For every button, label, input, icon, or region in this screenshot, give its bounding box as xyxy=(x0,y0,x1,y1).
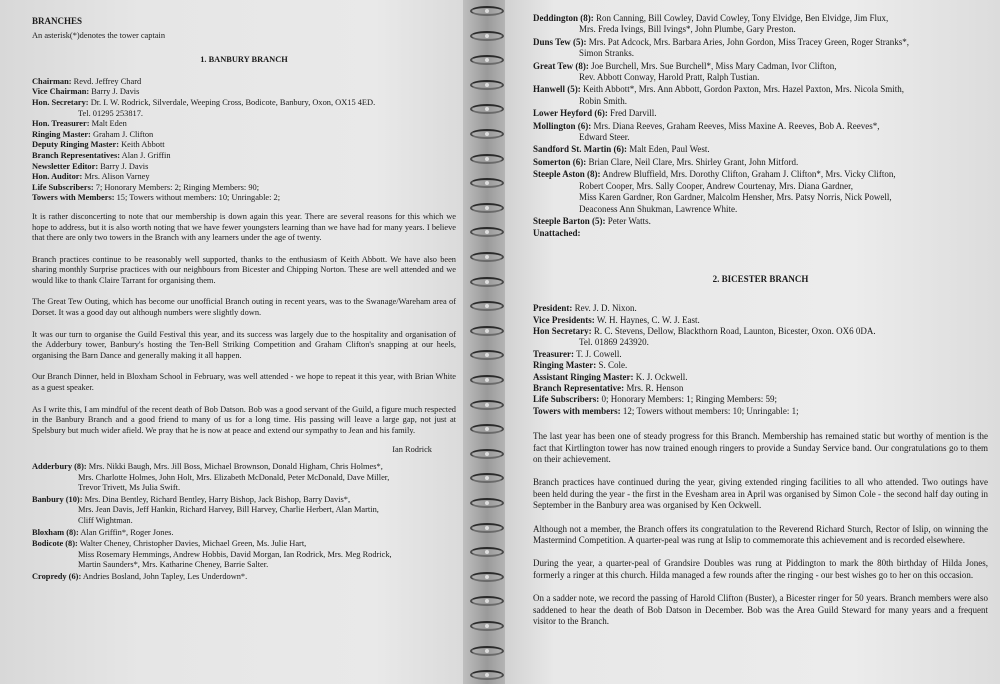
tower-entry xyxy=(533,61,988,84)
tower-name: Lower Heyford (6): xyxy=(533,108,608,119)
binding-ring xyxy=(470,400,504,410)
tower-name: Banbury (10): xyxy=(32,494,83,504)
tower-members-continued: Mrs. Freda Ivings, Bill Ivings*, John Plumbe, Gary Preston. xyxy=(579,24,796,35)
tower-entry xyxy=(32,528,456,539)
binding-ring xyxy=(470,523,504,533)
tower-entry xyxy=(533,84,988,107)
officer-value: T. J. Cowell. xyxy=(574,348,622,359)
report-paragraph: Although not a member, the Branch offers its congratulation to the Reverend Richard Sturch, Rector of Islip, on winning the Mastermind Competition. A quarter-peal was rung at Islip to commemorate this achievement and is recorded elsewhere. xyxy=(533,523,988,546)
tower-members: Andrew Bluffield, Mrs. Dorothy Clifton, Graham J. Clifton*, Mrs. Vicky Clifton, xyxy=(600,169,896,180)
tower-members: Mrs. Nikki Baugh, Mrs. Jill Boss, Michael Brownson, Donald Higham, Chris Holmes*, xyxy=(86,462,383,471)
tower-entry xyxy=(533,121,988,144)
binding-ring xyxy=(470,547,504,557)
officer-label: Branch Representatives: xyxy=(32,150,121,160)
binding-ring xyxy=(470,203,504,213)
tower-members: Alan Griffin*, Roger Jones. xyxy=(78,527,174,537)
tower-members: Walter Cheney, Christopher Davies, Michael Green, Ms. Julie Hart, xyxy=(77,539,307,549)
binding-ring xyxy=(470,375,504,385)
tower-members: Malt Eden, Paul West. xyxy=(627,144,710,155)
officer-value: Barry J. Davis xyxy=(98,161,149,171)
banbury-tower-list-continued xyxy=(533,13,988,240)
binding-ring xyxy=(470,6,504,16)
tower-name: Bloxham (8): xyxy=(32,527,79,537)
tower-members: Peter Watts. xyxy=(605,215,651,226)
report-paragraph: During the year, a quarter-peal of Grandsire Doubles was rung at Piddington to mark the 80th birthday of Hilda Jones, formerly a ringer at this church. Hilda managed a few rounds after the ringing - our best wishes go to her on this occasion. xyxy=(533,558,988,580)
officer-label: Ringing Master: xyxy=(533,360,597,371)
tower-entry xyxy=(32,539,456,571)
binding-ring xyxy=(470,129,504,139)
officer-label: Deputy Ringing Master: xyxy=(32,140,120,150)
officer-row xyxy=(533,360,988,371)
officer-row xyxy=(533,383,988,394)
officer-label: President: xyxy=(533,303,573,314)
tower-entry xyxy=(533,108,988,119)
officer-value: Dr. I. W. Rodrick, Silverdale, Weeping Cross, Bodicote, Banbury, Oxon, OX15 4ED. xyxy=(88,97,376,107)
asterisk-note: An asterisk(*)denotes the tower captain xyxy=(32,30,166,40)
officer-label: Hon Secretary: xyxy=(533,325,592,336)
officer-label: Hon. Treasurer: xyxy=(32,119,90,129)
tower-members: Ron Canning, Bill Cowley, David Cowley, Tony Elvidge, Ben Elvidge, Jim Flux, xyxy=(593,13,889,23)
officer-row xyxy=(32,77,456,88)
tower-name: Cropredy (6): xyxy=(32,571,82,581)
tower-members: Keith Abbott*, Mrs. Ann Abbott, Gordon Paxton, Mrs. Hazel Paxton, Mrs. Nicola Smith, xyxy=(580,84,904,95)
binding-ring xyxy=(470,596,504,606)
bicester-report xyxy=(533,431,988,627)
spiral-binding xyxy=(463,0,511,684)
banbury-branch-title: 1. BANBURY BRANCH xyxy=(200,55,288,65)
binding-ring xyxy=(470,670,504,680)
officer-row xyxy=(32,193,456,204)
officer-value: Mrs. Alison Varney xyxy=(82,172,150,182)
officer-row xyxy=(32,87,456,98)
tower-members-continued: Simon Stranks. xyxy=(579,48,635,59)
officer-value: 7; Honorary Members: 2; Ringing Members: 90; xyxy=(93,182,260,192)
binding-ring xyxy=(470,301,504,311)
officer-value: Alan J. Griffin xyxy=(120,150,171,160)
tower-entry xyxy=(533,157,988,168)
tower-name: Steeple Barton (5): xyxy=(533,215,606,226)
tower-members-continued: Cliff Wightman. xyxy=(78,515,133,525)
tower-members-continued: Robin Smith. xyxy=(579,95,628,106)
officer-row xyxy=(533,394,988,405)
officer-continuation: Tel. 01295 253817. xyxy=(78,108,144,118)
tower-name: Sandford St. Martin (6): xyxy=(533,144,627,155)
binding-ring xyxy=(470,350,504,360)
officer-value: Revd. Jeffrey Chard xyxy=(71,76,142,86)
officer-label: Life Subscribers: xyxy=(533,394,600,405)
officer-label: Towers with Members: xyxy=(32,193,115,203)
report-paragraph: The last year has been one of steady progress for this Branch. Membership has remained static but worthy of mention is the fact that Kirtlington tower has now trained enough ringers to provide a Sunday Service band. Our congratulations go to them on their achievement. xyxy=(533,431,988,464)
binding-ring xyxy=(470,154,504,164)
tower-name: Somerton (6): xyxy=(533,156,587,167)
report-paragraph: Branch practices have continued during the year, giving extended ringing facilities to all who attended. Two outings have been held during the year - the first in the Evesham area in April was organised by Simon Cole - the second half day outing in September in the Banbury area was organised by Ken Ockwell. xyxy=(533,477,988,511)
binding-ring xyxy=(470,178,504,188)
report-paragraph: It is rather disconcerting to note that our membership is down again this year. There are several reasons for this which we hope to address, but it is also worth noting that we have fewer youngsters learning than we have had for many years. I believe that there are only two towers in the Branch with any learners under the age of twenty. xyxy=(32,211,456,243)
officer-value: Malt Eden xyxy=(89,119,127,129)
tower-members: Fred Darvill. xyxy=(607,108,657,119)
officer-value: Graham J. Clifton xyxy=(90,129,154,139)
officer-row xyxy=(32,183,456,194)
tower-members-continued: Edward Steer. xyxy=(579,132,630,143)
tower-members-continued: Deaconess Ann Shukman, Lawrence White. xyxy=(579,203,738,214)
tower-members-continued: Mrs. Charlotte Holmes, John Holt, Mrs. Elizabeth McDonald, Peter McDonald, Dave Miller, xyxy=(78,472,390,482)
officer-label: Hon. Auditor: xyxy=(32,172,83,182)
tower-members: Mrs. Dina Bentley, Richard Bentley, Harry Bishop, Jack Bishop, Barry Davis*, xyxy=(82,494,351,504)
officer-row xyxy=(533,372,988,383)
tower-members-continued: Trevor Trivett, Ms Julia Swift. xyxy=(78,483,181,493)
officer-label: Hon. Secretary: xyxy=(32,97,89,107)
officer-row xyxy=(32,151,456,162)
binding-ring xyxy=(470,227,504,237)
binding-ring xyxy=(470,55,504,65)
tower-members-continued: Rev. Abbott Conway, Harold Pratt, Ralph Tustian. xyxy=(579,72,760,83)
officer-row xyxy=(32,140,456,151)
report-paragraph: It was our turn to organise the Guild Festival this year, and its success was largely due to the hospitality and organisation of the Adderbury tower, Banbury's hosting the Ten-Bell Striking Competition and Graham Clifton's snapping at our heels, organising the Barn Dance and generally making it all happen. xyxy=(32,329,456,360)
tower-entry xyxy=(533,144,988,155)
tower-name: Hanwell (5): xyxy=(533,84,581,95)
officer-value: W. H. Haynes, C. W. J. East. xyxy=(594,314,700,325)
tower-members: Mrs. Pat Adcock, Mrs. Barbara Aries, John Gordon, Miss Tracey Green, Roger Stranks*, xyxy=(586,36,909,47)
officer-value: 0; Honorary Members: 1; Ringing Members: 59; xyxy=(599,394,777,405)
officer-label: Chairman: xyxy=(32,76,72,86)
officer-value: 12; Towers without members: 10; Unringable: 1; xyxy=(620,405,799,416)
tower-members: Mrs. Diana Reeves, Graham Reeves, Miss Maxine A. Reeves, Bob A. Reeves*, xyxy=(591,120,880,131)
tower-entry xyxy=(533,216,988,227)
officer-row xyxy=(32,172,456,183)
officer-row xyxy=(533,315,988,326)
tower-entry xyxy=(533,169,988,215)
report-paragraph: On a sadder note, we record the passing of Harold Clifton (Buster), a Bicester ringer for 50 years. Branch members were also saddened to hear the death of Bob Datson in December. Bob was the Area Guild Steward for many years and a frequent visitor to the Branch. xyxy=(533,593,988,627)
officer-label: Ringing Master: xyxy=(32,129,91,139)
officer-row xyxy=(533,326,988,349)
tower-members-continued: Miss Karen Gardner, Ron Gardner, Malcolm Hensher, Mrs. Patsy Norris, Nick Powell, xyxy=(579,192,892,203)
tower-name: Mollington (6): xyxy=(533,120,592,131)
tower-entry xyxy=(32,462,456,494)
binding-ring xyxy=(470,449,504,459)
officer-value: S. Cole. xyxy=(596,360,628,371)
tower-entry xyxy=(533,13,988,36)
binding-ring xyxy=(470,424,504,434)
tower-members-continued: Miss Rosemary Hemmings, Andrew Hobbis, David Morgan, Ian Rodrick, Mrs. Meg Rodrick, xyxy=(78,549,392,559)
binding-ring xyxy=(470,277,504,287)
officer-label: Branch Representative: xyxy=(533,382,625,393)
officer-label: Newsletter Editor: xyxy=(32,161,99,171)
right-page xyxy=(505,0,1000,684)
tower-members-continued: Robert Cooper, Mrs. Sally Cooper, Andrew Courtenay, Mrs. Diana Gardner, xyxy=(579,180,854,191)
officer-value: K. J. Ockwell. xyxy=(633,371,688,382)
bicester-officers xyxy=(533,303,988,417)
left-page xyxy=(0,0,470,684)
officer-label: Vice Chairman: xyxy=(32,87,90,97)
officer-value: Barry J. Davis xyxy=(89,87,140,97)
officer-row xyxy=(533,406,988,417)
binding-ring xyxy=(470,572,504,582)
tower-members-continued: Martin Saunders*, Mrs. Katharine Cheney, Barrie Salter. xyxy=(78,560,269,570)
officer-value: Keith Abbott xyxy=(119,140,165,150)
tower-entry xyxy=(533,37,988,60)
report-paragraph: As I write this, I am mindful of the recent death of Bob Datson. Bob was a good servant of the Guild, a figure much respected in the Banbury Branch and a good friend to many of us for a long time. His passing will leave a large gap, not just at Spelsbury but much wider afield. We pray that he is now at peace and extend our sympathy to Jean and his family. xyxy=(32,404,456,435)
officer-value: Rev. J. D. Nixon. xyxy=(572,303,637,314)
tower-name: Steeple Aston (8): xyxy=(533,169,601,180)
tower-entry xyxy=(32,495,456,527)
officer-value: 15; Towers without members: 10; Unringable: 2; xyxy=(114,193,281,203)
binding-ring xyxy=(470,621,504,631)
report-paragraph: Our Branch Dinner, held in Bloxham School in February, was well attended - we hope to repeat it this year, with Brian White as a guest speaker. xyxy=(32,372,456,393)
banbury-report xyxy=(32,212,456,437)
tower-name: Bodicote (8): xyxy=(32,539,78,549)
tower-name: Duns Tew (5): xyxy=(533,36,587,47)
officer-label: Towers with members: xyxy=(533,405,621,416)
section-heading: BRANCHES xyxy=(32,16,83,26)
officer-row xyxy=(32,162,456,173)
tower-members: Andries Bosland, John Tapley, Les Underdown*. xyxy=(81,571,248,581)
officer-continuation: Tel. 01869 243920. xyxy=(579,337,649,348)
binding-ring xyxy=(470,31,504,41)
report-signature: Ian Rodrick xyxy=(392,445,432,455)
tower-members: Joe Burchell, Mrs. Sue Burchell*, Miss Mary Cadman, Ivor Clifton, xyxy=(588,60,837,71)
officer-row xyxy=(32,98,456,119)
officer-value: Mrs. R. Henson xyxy=(624,382,684,393)
tower-entry xyxy=(533,228,988,239)
tower-name: Adderbury (8): xyxy=(32,462,87,471)
report-paragraph: Branch practices continue to be reasonably well supported, thanks to the enthusiasm of Keith Abbott. We have also been sharing monthly Surprise practices with our neighbours from Bicester and Chipping Norton. These are well attended and we would like to thank Claire Tarrant for organising them. xyxy=(32,254,456,285)
tower-name: Unattached: xyxy=(533,228,581,239)
binding-ring xyxy=(470,498,504,508)
officer-row xyxy=(533,349,988,360)
tower-members: Brian Clare, Neil Clare, Mrs. Shirley Grant, John Mitford. xyxy=(586,156,799,167)
tower-members-continued: Mrs. Jean Davis, Jeff Hankin, Richard Harvey, Bill Harvey, Charlie Herbert, Alan Martin, xyxy=(78,505,379,515)
officer-label: Vice Presidents: xyxy=(533,314,595,325)
tower-name: Deddington (8): xyxy=(533,13,594,23)
officer-row xyxy=(32,119,456,130)
binding-ring xyxy=(470,252,504,262)
report-paragraph: The Great Tew Outing, which has become our unofficial Branch outing in recent years, was to the Swanage/Wareham area of Dorset. It was a good day out although numbers were slightly down. xyxy=(32,297,456,318)
tower-name: Great Tew (8): xyxy=(533,60,589,71)
banbury-tower-list xyxy=(32,462,456,583)
officer-label: Assistant Ringing Master: xyxy=(533,371,634,382)
officer-label: Life Subscribers: xyxy=(32,182,94,192)
bicester-branch-title: 2. BICESTER BRANCH xyxy=(712,273,809,284)
binding-ring xyxy=(470,646,504,656)
binding-ring xyxy=(470,473,504,483)
officer-row xyxy=(533,303,988,314)
binding-ring xyxy=(470,326,504,336)
binding-ring xyxy=(470,80,504,90)
banbury-officers xyxy=(32,77,456,204)
officer-label: Treasurer: xyxy=(533,348,574,359)
tower-entry xyxy=(32,572,456,583)
officer-row xyxy=(32,130,456,141)
binding-ring xyxy=(470,104,504,114)
officer-value: R. C. Stevens, Dellow, Blackthorn Road, Launton, Bicester, Oxon. OX6 0DA. xyxy=(591,325,876,336)
